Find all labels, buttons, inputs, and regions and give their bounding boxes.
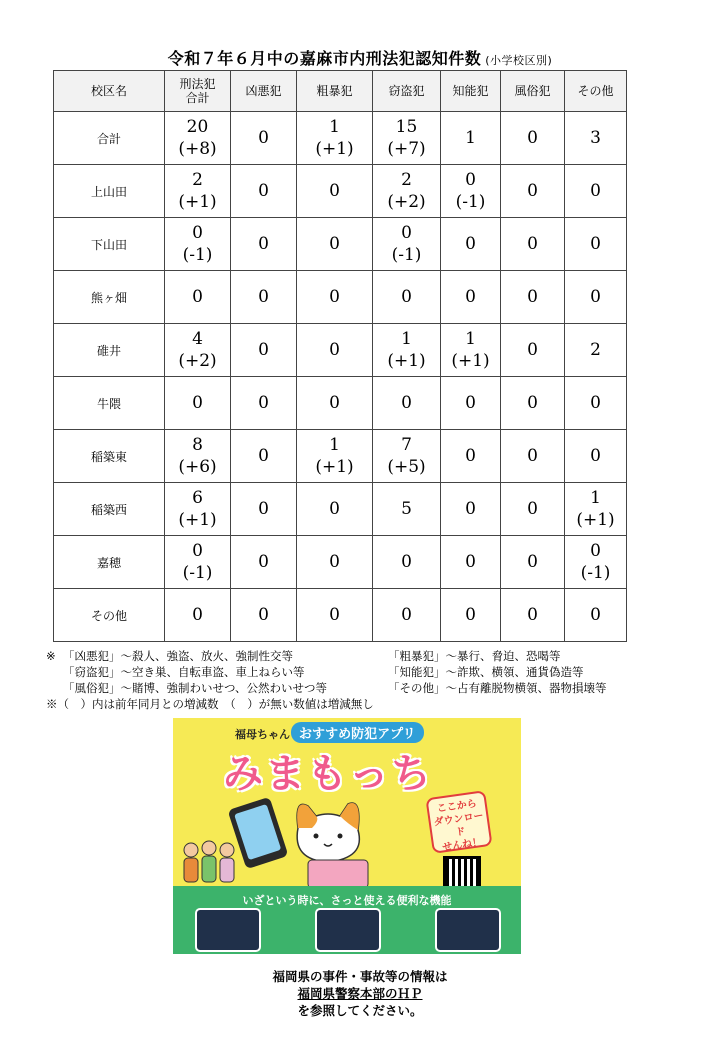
count-value: 0 xyxy=(329,287,340,307)
change-value: (-1) xyxy=(182,563,213,583)
count-value: 0 xyxy=(329,393,340,413)
count-cell xyxy=(165,324,231,377)
count-value: 20 xyxy=(186,117,209,137)
count-cell xyxy=(231,589,297,642)
app-promo-poster[interactable] xyxy=(173,718,521,954)
count-cell xyxy=(297,536,373,589)
poster-brand: 福母ちゃん xyxy=(235,728,290,741)
count-cell xyxy=(373,165,441,218)
count-value: 0 xyxy=(465,605,476,625)
count-value: 0 xyxy=(258,128,269,148)
change-value: (+2) xyxy=(387,192,426,212)
police-hp-link[interactable]: 福岡県警察本部のＨＰ xyxy=(297,986,423,1001)
count-cell xyxy=(165,377,231,430)
count-cell xyxy=(501,377,565,430)
header-category: 凶悪犯 xyxy=(231,71,297,112)
table-row xyxy=(54,536,627,589)
count-cell xyxy=(565,218,627,271)
count-cell xyxy=(297,377,373,430)
count-value: 0 xyxy=(527,605,538,625)
count-cell xyxy=(373,483,441,536)
note-definition-row xyxy=(46,680,686,696)
table-header-row xyxy=(54,71,627,112)
change-value: (+1) xyxy=(451,351,490,371)
count-value: 0 xyxy=(192,605,203,625)
count-cell xyxy=(501,589,565,642)
notes-section xyxy=(46,648,686,712)
count-cell xyxy=(441,430,501,483)
count-value: 0 xyxy=(329,234,340,254)
count-value: 0 xyxy=(258,446,269,466)
count-value: 1 xyxy=(590,488,601,508)
note-left: 「窃盗犯」～空き巣、自転車盗、車上ねらい等 xyxy=(63,665,305,679)
count-value: 7 xyxy=(401,435,412,455)
count-cell xyxy=(297,483,373,536)
change-value: (+1) xyxy=(178,510,217,530)
count-value: 6 xyxy=(192,488,203,508)
count-value: 0 xyxy=(465,393,476,413)
count-value: 1 xyxy=(401,329,412,349)
count-value: 0 xyxy=(465,552,476,572)
count-cell xyxy=(373,112,441,165)
count-cell xyxy=(231,165,297,218)
count-value: 0 xyxy=(527,446,538,466)
count-value: 0 xyxy=(258,234,269,254)
table-row xyxy=(54,589,627,642)
count-cell xyxy=(565,271,627,324)
count-value: 0 xyxy=(590,393,601,413)
count-cell xyxy=(501,165,565,218)
count-cell xyxy=(231,430,297,483)
count-cell xyxy=(231,218,297,271)
district-name: 嘉穂 xyxy=(54,536,165,589)
cat-mascot-illustration xyxy=(228,788,408,888)
count-cell xyxy=(297,112,373,165)
count-cell xyxy=(373,218,441,271)
count-cell xyxy=(565,377,627,430)
count-value: 0 xyxy=(258,552,269,572)
change-value: (+7) xyxy=(387,139,426,159)
count-cell xyxy=(231,324,297,377)
count-value: 1 xyxy=(465,329,476,349)
count-value: 0 xyxy=(192,393,203,413)
table-row xyxy=(54,324,627,377)
count-cell xyxy=(441,324,501,377)
count-value: 0 xyxy=(527,393,538,413)
header-district: 校区名 xyxy=(54,71,165,112)
count-value: 0 xyxy=(401,605,412,625)
count-value: 4 xyxy=(192,329,203,349)
count-cell xyxy=(297,589,373,642)
count-cell xyxy=(373,377,441,430)
count-cell xyxy=(373,271,441,324)
count-value: 2 xyxy=(401,170,412,190)
count-cell xyxy=(165,536,231,589)
count-cell xyxy=(501,536,565,589)
district-name: 稲築西 xyxy=(54,483,165,536)
count-value: 0 xyxy=(465,170,476,190)
count-value: 0 xyxy=(329,605,340,625)
note-left: ※ 「凶悪犯」～殺人、強盗、放火、強制性交等 xyxy=(46,649,293,663)
count-cell xyxy=(565,430,627,483)
count-cell xyxy=(441,483,501,536)
count-value: 1 xyxy=(465,128,476,148)
change-value: (+1) xyxy=(315,457,354,477)
header-category: 刑法犯 合計 xyxy=(165,71,231,112)
count-cell xyxy=(231,112,297,165)
count-cell xyxy=(441,165,501,218)
count-value: 0 xyxy=(527,499,538,519)
district-name: 合計 xyxy=(54,112,165,165)
count-value: 0 xyxy=(401,393,412,413)
count-value: 0 xyxy=(401,223,412,243)
count-value: 0 xyxy=(590,234,601,254)
count-value: 0 xyxy=(329,552,340,572)
count-cell xyxy=(165,165,231,218)
count-value: 0 xyxy=(258,287,269,307)
count-cell xyxy=(565,324,627,377)
note-right: 「知能犯」～詐欺、横領、通貨偽造等 xyxy=(388,665,584,679)
title-subtitle: (小学校区別) xyxy=(485,54,553,67)
count-cell xyxy=(501,483,565,536)
count-value: 0 xyxy=(329,340,340,360)
district-name: 稲築東 xyxy=(54,430,165,483)
note-prefix: ※ xyxy=(46,649,56,663)
change-value: (-1) xyxy=(455,192,486,212)
count-value: 0 xyxy=(465,287,476,307)
count-cell xyxy=(231,377,297,430)
count-value: 0 xyxy=(258,499,269,519)
count-cell xyxy=(441,112,501,165)
count-value: 0 xyxy=(590,181,601,201)
count-cell xyxy=(565,536,627,589)
count-value: 0 xyxy=(465,234,476,254)
count-cell xyxy=(297,324,373,377)
count-cell xyxy=(441,589,501,642)
poster-app-name: みまもっち xyxy=(223,751,433,797)
header-category: その他 xyxy=(565,71,627,112)
count-value: 0 xyxy=(192,223,203,243)
count-value: 0 xyxy=(527,552,538,572)
count-value: 2 xyxy=(192,170,203,190)
count-cell xyxy=(297,165,373,218)
count-value: 0 xyxy=(527,287,538,307)
change-value: (+2) xyxy=(178,351,217,371)
count-value: 15 xyxy=(395,117,418,137)
district-name: 碓井 xyxy=(54,324,165,377)
change-value: (+1) xyxy=(576,510,615,530)
count-value: 0 xyxy=(329,499,340,519)
count-value: 0 xyxy=(590,287,601,307)
count-cell xyxy=(231,536,297,589)
count-value: 3 xyxy=(590,128,601,148)
count-cell xyxy=(501,112,565,165)
count-cell xyxy=(565,165,627,218)
count-cell xyxy=(441,536,501,589)
note-right: 「粗暴犯」～暴行、脅迫、恐喝等 xyxy=(388,649,561,663)
table-row xyxy=(54,483,627,536)
count-value: 0 xyxy=(590,605,601,625)
crime-stats-table xyxy=(53,70,627,642)
phone-screen-icon xyxy=(315,908,381,952)
district-name: 下山田 xyxy=(54,218,165,271)
count-cell xyxy=(297,430,373,483)
count-value: 0 xyxy=(258,605,269,625)
table-row xyxy=(54,112,627,165)
table-body xyxy=(54,112,627,642)
header-category: 知能犯 xyxy=(441,71,501,112)
change-value: (+6) xyxy=(178,457,217,477)
count-cell xyxy=(501,324,565,377)
change-value: (-1) xyxy=(182,245,213,265)
poster-band-title: いざという時に、さっと使える便利な機能 xyxy=(242,894,452,907)
count-cell xyxy=(165,430,231,483)
change-value: (+8) xyxy=(178,139,217,159)
phone-screen-icon xyxy=(195,908,261,952)
table-row xyxy=(54,218,627,271)
count-value: 0 xyxy=(590,541,601,561)
count-value: 0 xyxy=(527,181,538,201)
count-cell xyxy=(373,430,441,483)
count-cell xyxy=(565,112,627,165)
count-value: 0 xyxy=(258,181,269,201)
count-value: 0 xyxy=(527,340,538,360)
count-cell xyxy=(165,218,231,271)
change-value: (+5) xyxy=(387,457,426,477)
count-cell xyxy=(297,271,373,324)
count-value: 0 xyxy=(258,340,269,360)
table-row xyxy=(54,271,627,324)
count-cell xyxy=(165,589,231,642)
title-text: 令和７年６月中の嘉麻市内刑法犯認知件数 xyxy=(167,49,482,68)
count-cell xyxy=(441,218,501,271)
count-cell xyxy=(165,271,231,324)
table-row xyxy=(54,165,627,218)
district-name: 牛隈 xyxy=(54,377,165,430)
count-cell xyxy=(297,218,373,271)
change-value: (+1) xyxy=(387,351,426,371)
note-left: 「風俗犯」～賭博、強制わいせつ、公然わいせつ等 xyxy=(63,681,328,695)
header-category: 風俗犯 xyxy=(501,71,565,112)
header-category: 粗暴犯 xyxy=(297,71,373,112)
note-definition-row xyxy=(46,648,686,664)
count-cell xyxy=(565,483,627,536)
note-right: 「その他」～占有離脱物横領、器物損壊等 xyxy=(388,681,607,695)
count-value: 5 xyxy=(401,499,412,519)
footer-line: を参照してください。 xyxy=(297,1003,423,1018)
count-value: 0 xyxy=(527,128,538,148)
page-title xyxy=(0,46,720,69)
count-value: 0 xyxy=(192,287,203,307)
table-row xyxy=(54,377,627,430)
count-cell xyxy=(165,483,231,536)
count-cell xyxy=(373,589,441,642)
count-value: 1 xyxy=(329,117,340,137)
count-value: 0 xyxy=(465,446,476,466)
download-callout[interactable]: ここから ダウンロード せんね！ xyxy=(425,790,492,854)
count-value: 0 xyxy=(258,393,269,413)
change-value: (-1) xyxy=(391,245,422,265)
change-note: ※（ ）内は前年同月との増減数 （ ）が無い数値は増減無し xyxy=(46,697,374,711)
count-cell xyxy=(441,377,501,430)
count-value: 1 xyxy=(329,435,340,455)
poster-tagline: おすすめ防犯アプリ xyxy=(291,722,424,743)
note-definition-row xyxy=(46,664,686,680)
count-value: 0 xyxy=(401,552,412,572)
count-value: 0 xyxy=(192,541,203,561)
district-name: 上山田 xyxy=(54,165,165,218)
count-value: 0 xyxy=(527,234,538,254)
table-row xyxy=(54,430,627,483)
district-name: その他 xyxy=(54,589,165,642)
count-cell xyxy=(373,536,441,589)
count-value: 0 xyxy=(329,181,340,201)
change-value: (+1) xyxy=(178,192,217,212)
change-value: (+1) xyxy=(315,139,354,159)
count-cell xyxy=(501,218,565,271)
count-value: 0 xyxy=(590,446,601,466)
count-value: 0 xyxy=(465,499,476,519)
count-cell xyxy=(441,271,501,324)
phone-screen-icon xyxy=(435,908,501,952)
count-cell xyxy=(231,271,297,324)
count-cell xyxy=(501,271,565,324)
count-cell xyxy=(231,483,297,536)
footer-line: 福岡県の事件・事故等の情報は xyxy=(272,969,448,984)
count-value: 2 xyxy=(590,340,601,360)
count-value: 0 xyxy=(401,287,412,307)
count-cell xyxy=(373,324,441,377)
header-category: 窃盗犯 xyxy=(373,71,441,112)
count-cell xyxy=(565,589,627,642)
change-value: (-1) xyxy=(580,563,611,583)
count-cell xyxy=(501,430,565,483)
count-cell xyxy=(165,112,231,165)
footer-info xyxy=(0,968,720,1019)
count-value: 8 xyxy=(192,435,203,455)
district-name: 熊ヶ畑 xyxy=(54,271,165,324)
